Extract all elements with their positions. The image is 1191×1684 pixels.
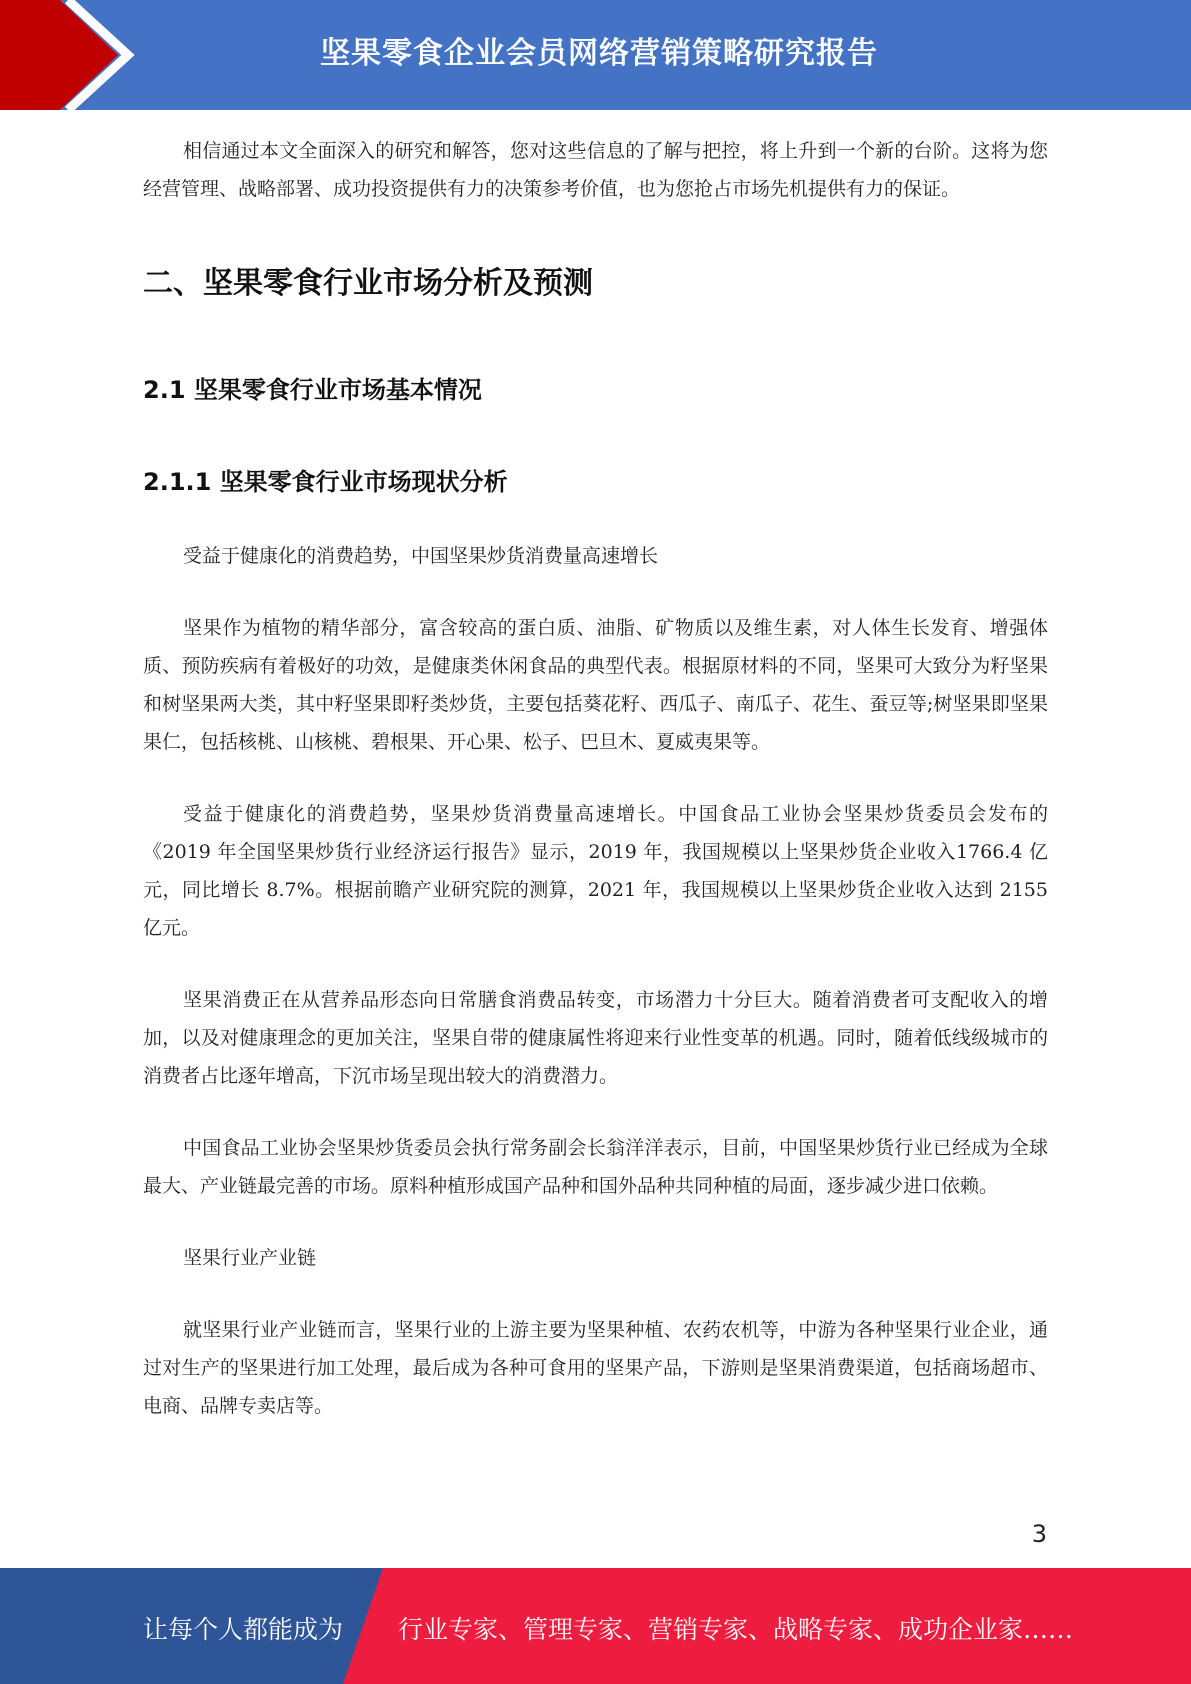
page-number: 3 bbox=[1031, 1520, 1047, 1548]
report-title: 坚果零食企业会员网络营销策略研究报告 bbox=[320, 36, 878, 71]
page-header bbox=[0, 0, 1191, 110]
intro-paragraph: 相信通过本文全面深入的研究和解答，您对这些信息的了解与把控，将上升到一个新的台阶。这将为您经营管理、战略部署、成功投资提供有力的决策参考价值，也为您抢占市场先机提供有力的保证。 bbox=[143, 140, 1048, 200]
subsection-title: 2.1 坚果零食行业市场基本情况 bbox=[143, 376, 482, 404]
paragraph: 坚果作为植物的精华部分，富含较高的蛋白质、油脂、矿物质以及维生素，对人体生长发育、增强体质、预防疾病有着极好的功效，是健康类休闲食品的典型代表。根据原材料的不同，坚果可大致分为籽坚果和树坚果两大类，其中籽坚果即籽类炒货，主要包括葵花籽、西瓜子、南瓜子、花生、蚕豆等;树坚果即坚果果仁，包括核桃、山核桃、碧根果、开心果、松子、巴旦木、夏威夷果等。 bbox=[143, 617, 1048, 753]
footer-slogan-right: 行业专家、管理专家、营销专家、战略专家、成功企业家…… bbox=[398, 1615, 1074, 1644]
paragraph: 受益于健康化的消费趋势，坚果炒货消费量高速增长。中国食品工业协会坚果炒货委员会发布的《2019 年全国坚果炒货行业经济运行报告》显示，2019 年，我国规模以上坚果炒货企业收入1766.4 亿元，同比增长 8.7%。根据前瞻产业研究院的测算，2021 年，我国规模以上坚果炒货企业收入达到 2155 亿元。 bbox=[143, 803, 1048, 939]
header-arrow-decoration bbox=[0, 0, 160, 110]
main-content bbox=[143, 132, 1048, 1425]
section-title: 二、坚果零食行业市场分析及预测 bbox=[143, 266, 593, 301]
paragraph: 就坚果行业产业链而言，坚果行业的上游主要为坚果种植、农药农机等，中游为各种坚果行业企业，通过对生产的坚果进行加工处理，最后成为各种可食用的坚果产品，下游则是坚果消费渠道，包括商场超市、电商、品牌专卖店等。 bbox=[143, 1319, 1048, 1417]
subsubsection-title: 2.1.1 坚果零食行业市场现状分析 bbox=[143, 468, 508, 496]
paragraph: 坚果消费正在从营养品形态向日常膳食消费品转变，市场潜力十分巨大。随着消费者可支配收入的增加，以及对健康理念的更加关注，坚果自带的健康属性将迎来行业性变革的机遇。同时，随着低线级城市的消费者占比逐年增高，下沉市场呈现出较大的消费潜力。 bbox=[143, 989, 1048, 1087]
paragraph: 中国食品工业协会坚果炒货委员会执行常务副会长翁洋洋表示，目前，中国坚果炒货行业已经成为全球最大、产业链最完善的市场。原料种植形成国产品种和国外品种共同种植的局面，逐步减少进口依赖。 bbox=[143, 1137, 1048, 1197]
paragraph: 受益于健康化的消费趋势，中国坚果炒货消费量高速增长 bbox=[183, 545, 659, 567]
page-footer bbox=[0, 1568, 1191, 1684]
footer-slogan-left: 让每个人都能成为 bbox=[143, 1615, 344, 1644]
paragraph: 坚果行业产业链 bbox=[183, 1247, 317, 1269]
